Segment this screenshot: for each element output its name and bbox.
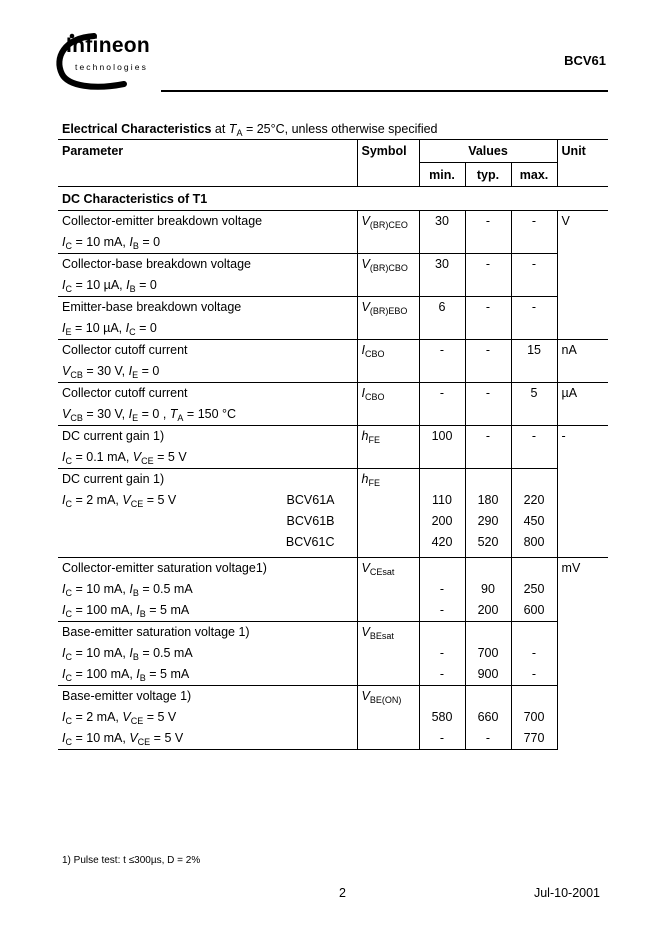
min-cell: 100: [419, 426, 465, 469]
typ-cell: -: [465, 211, 511, 254]
table-row: [58, 686, 608, 750]
typ-cell: -: [465, 426, 511, 469]
symbol-cell: $h_{FE}$: [357, 426, 419, 469]
min-cell: -: [419, 383, 465, 426]
min-cell: -: [419, 340, 465, 383]
infineon-logo: [54, 28, 166, 92]
param-cell: [58, 686, 357, 750]
header-unit: Unit: [557, 140, 608, 187]
unit-cell: nA: [557, 340, 608, 383]
param-condition: $I_C = 0.1$ mA, $V_{CE} = 5$ V: [62, 450, 187, 466]
logo-wordmark: Infineon: [66, 34, 151, 57]
section-title: DC Characteristics of T1: [58, 187, 608, 211]
table-header-row: [58, 140, 608, 163]
caption-title: Electrical Characteristics: [62, 122, 212, 136]
symbol-cell: $V_{CEsat}$: [357, 558, 419, 622]
typ-cell: -: [465, 297, 511, 340]
param-cell: [58, 469, 357, 558]
header-min: min.: [419, 163, 465, 187]
symbol-cell: $V_{(BR)CEO}$: [357, 211, 419, 254]
unit-cell: mV: [557, 558, 608, 750]
max-cell: -: [511, 297, 557, 340]
unit-cell: V: [557, 211, 608, 340]
caption-ta-sub: A: [236, 128, 243, 138]
param-condition: $I_C = 10$ mA, $I_B = 0$: [62, 235, 161, 251]
header-typ: typ.: [465, 163, 511, 187]
symbol-cell: $h_{FE}$: [357, 469, 419, 558]
electrical-characteristics-table: [58, 139, 608, 750]
max-cell: 250 600: [511, 558, 557, 622]
section-row: [58, 187, 608, 211]
typ-cell: -: [465, 340, 511, 383]
table-row: [58, 297, 608, 340]
param-cell: [58, 558, 357, 622]
table-row: [58, 622, 608, 686]
param-cell: [58, 254, 357, 297]
param-condition: $V_{CB} = 30$ V, $I_E = 0$ , $T_A = 150$ °C: [62, 407, 237, 423]
param-name: Collector cutoff current: [62, 386, 188, 400]
max-cell: 700 770: [511, 686, 557, 750]
param-condition: $I_C = 10$ µA, $I_B = 0$: [62, 278, 157, 294]
max-cell: - -: [511, 622, 557, 686]
footnote: 1) Pulse test: t ≤300µs, D = 2%: [62, 855, 201, 866]
param-condition: $I_C = 2$ mA, $V_{CE} = 5$ V BCV61A: [62, 490, 357, 511]
table-row: [58, 211, 608, 254]
table-row: [58, 383, 608, 426]
symbol-cell: $V_{(BR)CBO}$: [357, 254, 419, 297]
part-number: BCV61: [564, 53, 606, 68]
min-cell: - -: [419, 622, 465, 686]
unit-cell: µA: [557, 383, 608, 426]
max-cell: -: [511, 426, 557, 469]
typ-cell: 700 900: [465, 622, 511, 686]
logo-tagline: technologies: [75, 62, 148, 72]
max-cell: 5: [511, 383, 557, 426]
param-condition: $I_C = 100$ mA, $I_B = 5$ mA: [62, 667, 190, 683]
param-name: Base-emitter voltage 1): [62, 689, 192, 703]
param-cell: [58, 622, 357, 686]
typ-cell: -: [465, 254, 511, 297]
variant-label: BCV61A: [286, 493, 335, 507]
param-condition: $I_E = 10$ µA, $I_C = 0$: [62, 321, 157, 337]
typ-cell: 180 290 520: [465, 469, 511, 558]
typ-cell: 90 200: [465, 558, 511, 622]
param-condition: $I_C = 10$ mA, $I_B = 0.5$ mA: [62, 582, 193, 598]
param-name: Emitter-base breakdown voltage: [62, 300, 242, 314]
header-symbol: Symbol: [357, 140, 419, 187]
variant-label: BCV61C: [285, 535, 335, 549]
param-condition: $I_C = 10$ mA, $V_{CE} = 5$ V: [62, 731, 184, 747]
param-cell: [58, 340, 357, 383]
symbol-cell: $I_{CBO}$: [357, 383, 419, 426]
symbol-cell: $V_{(BR)EBO}$: [357, 297, 419, 340]
typ-cell: 660 -: [465, 686, 511, 750]
header-parameter: Parameter: [58, 140, 357, 187]
param-name: Base-emitter saturation voltage 1): [62, 625, 250, 639]
min-cell: 580 -: [419, 686, 465, 750]
min-cell: 110 200 420: [419, 469, 465, 558]
min-cell: 6: [419, 297, 465, 340]
table-row: [58, 340, 608, 383]
param-cell: [58, 297, 357, 340]
min-cell: - -: [419, 558, 465, 622]
param-cell: [58, 211, 357, 254]
max-cell: 220 450 800: [511, 469, 557, 558]
symbol-cell: $V_{BEsat}$: [357, 622, 419, 686]
param-name: DC current gain 1): [62, 472, 165, 486]
caption-condition: = 25°C, unless otherwise specified: [245, 122, 438, 136]
max-cell: -: [511, 211, 557, 254]
typ-cell: -: [465, 383, 511, 426]
header-values: Values: [419, 140, 557, 163]
param-name: Collector-emitter breakdown voltage: [62, 214, 263, 228]
unit-cell: -: [557, 426, 608, 558]
table-row: [58, 558, 608, 622]
caption-ta-symbol: T: [228, 122, 237, 136]
param-cell: [58, 426, 357, 469]
header-max: max.: [511, 163, 557, 187]
max-cell: 15: [511, 340, 557, 383]
page-number: 2: [339, 886, 346, 900]
caption-at: at: [214, 122, 226, 136]
symbol-cell: $I_{CBO}$: [357, 340, 419, 383]
min-cell: 30: [419, 211, 465, 254]
min-cell: 30: [419, 254, 465, 297]
table-row: [58, 254, 608, 297]
header-rule: [161, 90, 608, 92]
param-condition: $V_{CB} = 30$ V, $I_E = 0$: [62, 364, 160, 380]
variant-label: BCV61B: [286, 514, 335, 528]
param-name: Collector-emitter saturation voltage1): [62, 561, 267, 575]
symbol-cell: $V_{BE(ON)}$: [357, 686, 419, 750]
max-cell: -: [511, 254, 557, 297]
param-cell: [58, 383, 357, 426]
table-row: [58, 469, 608, 558]
param-name: Collector cutoff current: [62, 343, 188, 357]
param-name: Collector-base breakdown voltage: [62, 257, 251, 271]
table-row: [58, 426, 608, 469]
table-caption: [62, 122, 438, 136]
param-condition: $I_C = 100$ mA, $I_B = 5$ mA: [62, 603, 190, 619]
document-date: Jul-10-2001: [533, 886, 600, 900]
param-name: DC current gain 1): [62, 429, 165, 443]
param-condition: $I_C = 2$ mA, $V_{CE} = 5$ V: [62, 710, 177, 726]
param-condition: $I_C = 10$ mA, $I_B = 0.5$ mA: [62, 646, 193, 662]
